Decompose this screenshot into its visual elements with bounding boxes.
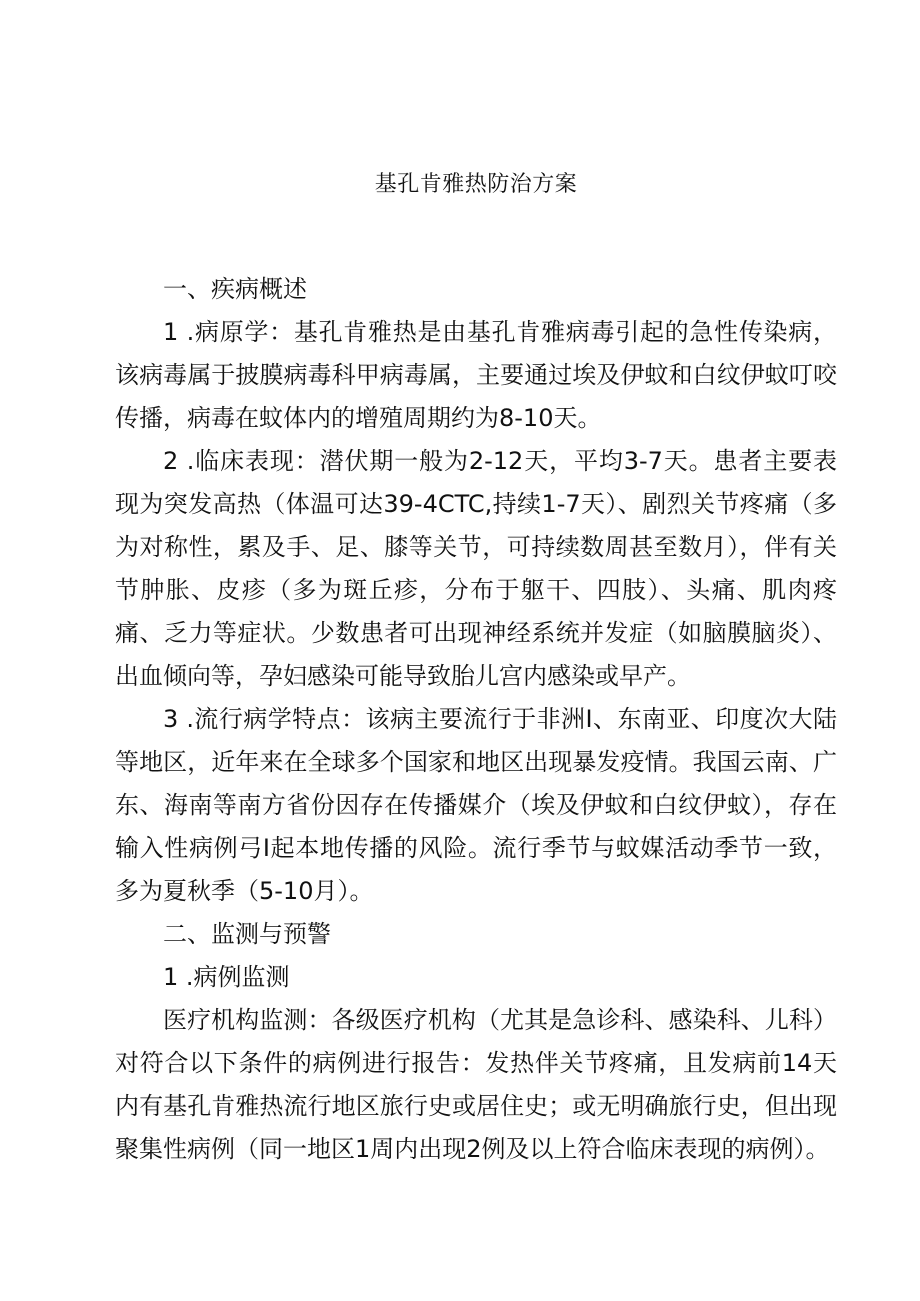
paragraph-pathogen: 1 .病原学：基孔肯雅热是由基孔肯雅病毒引起的急性传染病，该病毒属于披膜病毒科甲病毒属，主要通过埃及伊蚊和白纹伊蚊叮咬传播，病毒在蚊体内的增殖周期约为8-10天。 [115, 318, 837, 432]
document-title: 基孔肯雅热防治方案 [374, 172, 578, 197]
paragraph-epidemiology: 3 .流行病学特点：该病主要流行于非洲I、东南亚、印度次大陆等地区，近年来在全球多个国家和地区出现暴发疫情。我国云南、广东、海南等南方省份因存在传播媒介（埃及伊蚊和白纹伊蚊），存在输入性病例弓I起本地传播的风险。流行季节与蚊媒活动季节一致，多为夏秋季（5-10月）。 [115, 705, 837, 905]
section-heading-monitoring: 二、监测与预警 [163, 920, 331, 948]
subheading-case-monitoring: 1 .病例监测 [163, 963, 290, 991]
document-body [115, 166, 837, 1171]
section-heading-overview: 一、疾病概述 [163, 275, 307, 303]
paragraph-clinical-manifestation: 2 .临床表现：潜伏期一般为2-12天，平均3-7天。患者主要表现为突发高热（体温可达39-4CTC,持续1-7天）、剧烈关节疼痛（多为对称性，累及手、足、膝等关节，可持续数周甚至数月），伴有关节肿胀、皮疹（多为斑丘疹，分布于躯干、四肢）、头痛、肌肉疼痛、乏力等症状。少数患者可出现神经系统并发症（如脑膜脑炎）、出血倾向等，孕妇感染可能导致胎儿宫内感染或早产。 [115, 447, 837, 690]
paragraph-medical-institution-monitoring: 医疗机构监测：各级医疗机构（尤其是急诊科、感染科、儿科）对符合以下条件的病例进行报告：发热伴关节疼痛，且发病前14天内有基孔肯雅热流行地区旅行史或居住史；或无明确旅行史，但出现聚集性病例（同一地区1周内出现2例及以上符合临床表现的病例）。 [115, 1006, 837, 1163]
